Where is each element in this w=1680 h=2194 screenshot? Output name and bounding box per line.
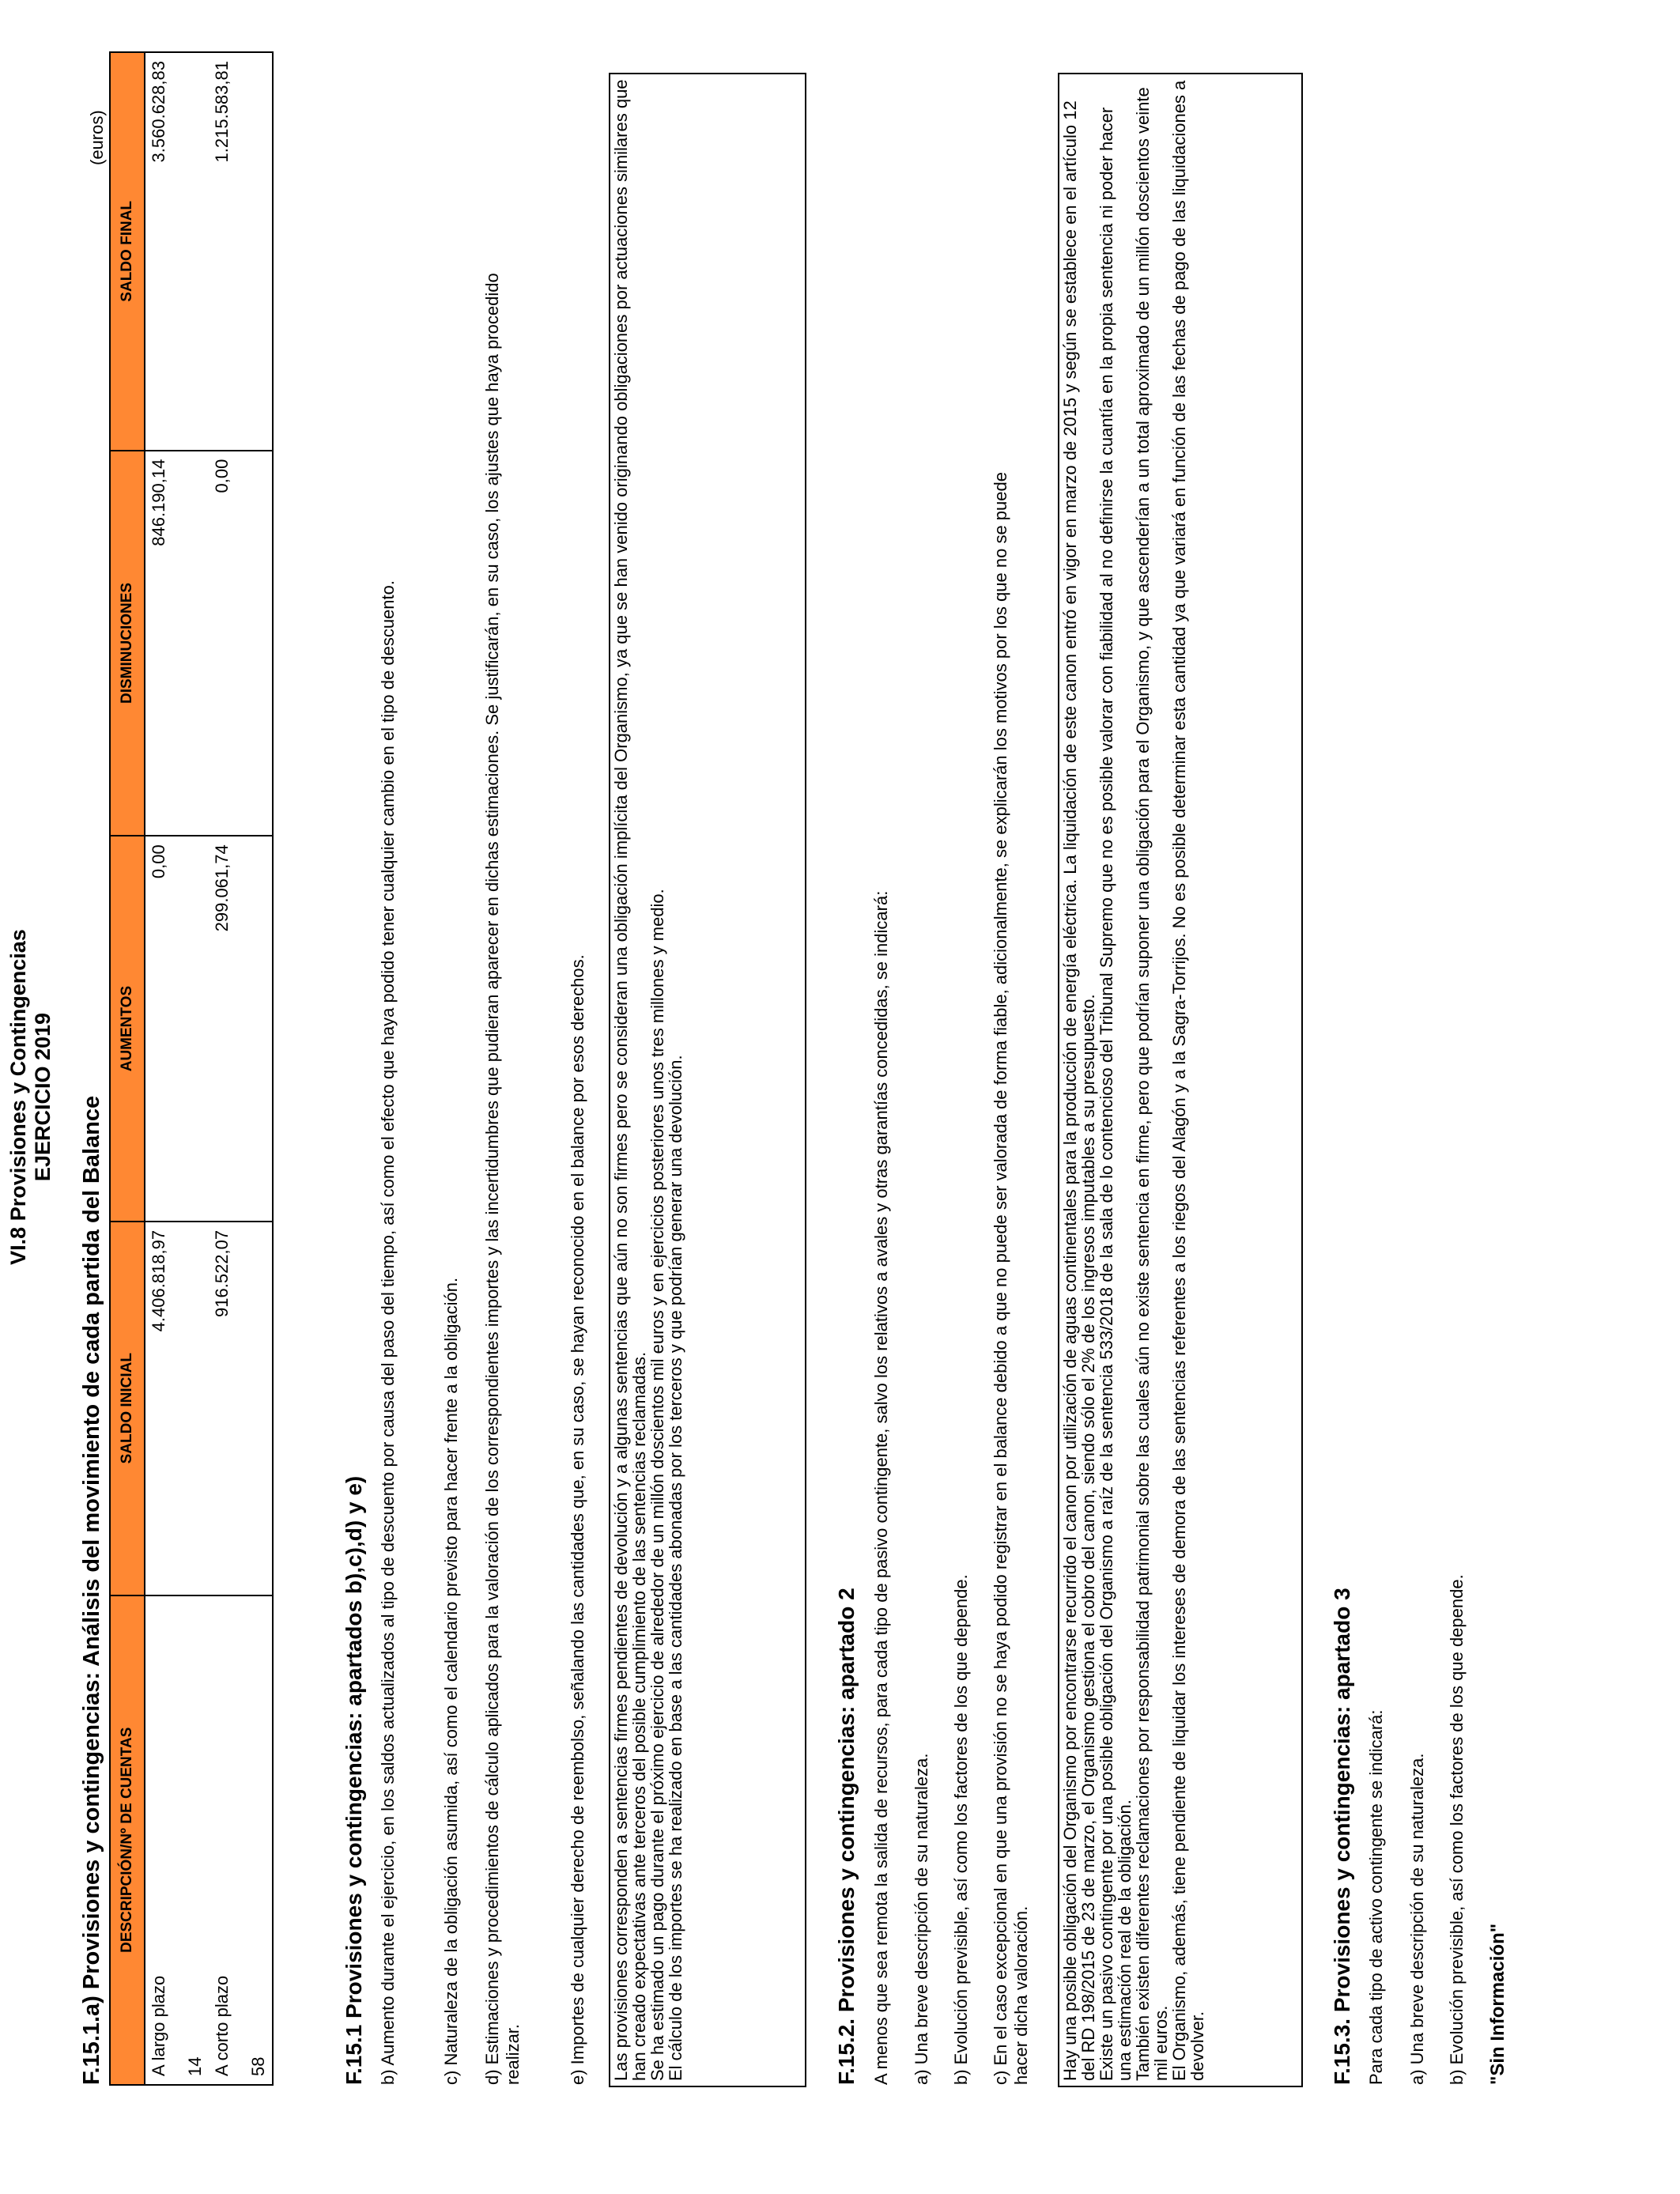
f152-item-b: b) Evolución previsible, así como los factores de los que depende. xyxy=(951,1574,971,2085)
title-line-1: VI.8 Provisiones y Contingencias xyxy=(6,929,30,1265)
col-header-saldo-inicial: SALDO INICIAL xyxy=(110,1222,145,1595)
movement-table xyxy=(109,51,274,2086)
f153-sin-informacion: "Sin Información" xyxy=(1487,1923,1508,2085)
col-header-saldo-final: SALDO FINAL xyxy=(110,52,145,451)
f152-box-p1: Hay una posible obligación del Organismo por encontrarse recurrido el canon por utilización de aguas continentales para la producción de energía eléctrica. La liquidación de este canon entró en vigor en marzo de 2015 y según se establece en el artículo 12 del RD 198/2015 de 23 de marzo, el Organismo gestiona el cobro del canon, siendo sólo el 2% de los ingresos imputables a su presupuesto. xyxy=(1060,100,1098,2081)
f153-item-a: a) Una breve descripción de su naturaleza. xyxy=(1407,1753,1427,2085)
row-desc: A largo plazo 14 xyxy=(145,1595,209,2085)
f151-box-p3: El cálculo de los importes se ha realizado en base a las cantidades abonadas por los terceros y que podrían generar una devolución. xyxy=(666,1055,685,2081)
f151-item-c: c) Naturaleza de la obligación asumida, así como el calendario previsto para hacer frente a la obligación. xyxy=(441,1277,461,2085)
units-label: (euros) xyxy=(87,110,107,165)
row-desc: A corto plazo 58 xyxy=(209,1595,273,2085)
col-header-disminuciones: DISMINUCIONES xyxy=(110,451,145,836)
section-f153-heading: F.15.3. Provisiones y contingencias: apartado 3 xyxy=(1330,1588,1354,2085)
section-f152-heading: F.15.2. Provisiones y contingencias: apartado 2 xyxy=(834,1588,859,2085)
title-line-2: EJERCICIO 2019 xyxy=(31,1012,55,1182)
f153-item-b: b) Evolución previsible, así como los factores de los que depende. xyxy=(1447,1574,1467,2085)
cell-aumentos: 0,00 xyxy=(145,836,209,1222)
f152-explanation-box xyxy=(1058,73,1303,2087)
f151-explanation-box xyxy=(609,73,806,2087)
section-f151a-heading: F.15.1.a) Provisiones y contingencias: Análisis del movimiento de cada partida del Balance xyxy=(79,1095,104,2085)
cell-saldo-final: 3.560.628,83 xyxy=(145,52,209,451)
f151-item-b: b) Aumento durante el ejercicio, en los saldos actualizados al tipo de descuento por causa del paso del tiempo, así como el efecto que haya podido tener cualquier cambio en el tipo de descuento. xyxy=(378,580,398,2085)
f152-item-a: a) Una breve descripción de su naturaleza. xyxy=(912,1753,931,2085)
f152-box-p4: El Organismo, además, tiene pendiente de liquidar los intereses de demora de las sentencias referentes a los riegos del Alagón y a la Sagra-Torrijos. No es posible determinar esta cantidad ya que variará en función de las fechas de pago de las liquidaciones a devolver. xyxy=(1169,80,1207,2081)
cell-disminuciones: 846.190,14 xyxy=(145,451,209,836)
f151-item-e: e) Importes de cualquier derecho de reembolso, señalando las cantidades que, en su caso, se hayan reconocido en el balance por esos derechos. xyxy=(568,954,587,2085)
f153-intro: Para cada tipo de activo contingente se indicará: xyxy=(1366,1709,1386,2085)
f152-box-p2: Existe un pasivo contingente por una posible obligación del Organismo a raíz de la sentencia 533/2018 de la sala de lo contencioso del Tribunal Supremo que no es posible valorar con fiabilidad al no definirse la cuantía en la propia sentencia ni poder hacer una estimación real de la obligación. xyxy=(1097,107,1134,2081)
section-f151-heading: F.15.1 Provisiones y contingencias: apartados b),c),d) y e) xyxy=(342,1475,366,2085)
f152-box-p3: También existen diferentes reclamaciones por responsabilidad patrimonial sobre las cuales aún no existe sentencia en firme, pero que podrían suponer una obligación para el Organismo, y que ascenderían a un total aproximado de un millón doscientos veinte mil euros. xyxy=(1133,87,1171,2081)
f152-item-c: c) En el caso excepcional en que una provisión no se haya podido registrar en el balance debido a que no puede ser valorada de forma fiable, adicionalmente, se explicarán los motivos por los que no se puede hacer dicha valoración. xyxy=(991,472,1031,2085)
f152-intro: A menos que sea remota la salida de recursos, para cada tipo de pasivo contingente, salvo los relativos a avales y otras garantías concedidas, se indicará: xyxy=(871,890,891,2085)
f151-box-p1: Las provisiones corresponden a sentencias firmes pendientes de devolución y a algunas sentencias que aún no son firmes pero se consideran una obligación implícita del Organismo, ya que se han venido originando obligaciones por actuaciones similares que han creado expectativas ante terceros del posible cumplimiento de las sentencias reclamadas. xyxy=(611,79,649,2081)
f151-item-d: d) Estimaciones y procedimientos de cálculo aplicados para la valoración de los correspondientes importes y las incertidumbres que pudieran aparecer en dichas estimaciones. Se justificarán, en su caso, los ajustes que haya procedido realizar. xyxy=(482,273,523,2085)
col-header-descripcion: DESCRIPCIÓN/Nº DE CUENTAS xyxy=(110,1595,145,2085)
cell-saldo-inicial: 916.522,07 xyxy=(209,1222,273,1595)
cell-saldo-final: 1.215.583,81 xyxy=(209,52,273,451)
table-header-row xyxy=(110,52,145,2085)
col-header-aumentos: AUMENTOS xyxy=(110,836,145,1222)
table-row xyxy=(145,52,209,2085)
cell-aumentos: 299.061,74 xyxy=(209,836,273,1222)
page-title xyxy=(6,0,55,2194)
f151-box-p2: Se ha estimado un pago durante el próximo ejercicio de alrededor de un millón doscientos mil euros y en ejercicios posteriores unos tres millones y medio. xyxy=(647,889,667,2081)
cell-disminuciones: 0,00 xyxy=(209,451,273,836)
cell-saldo-inicial: 4.406.818,97 xyxy=(145,1222,209,1595)
table-row xyxy=(209,52,273,2085)
